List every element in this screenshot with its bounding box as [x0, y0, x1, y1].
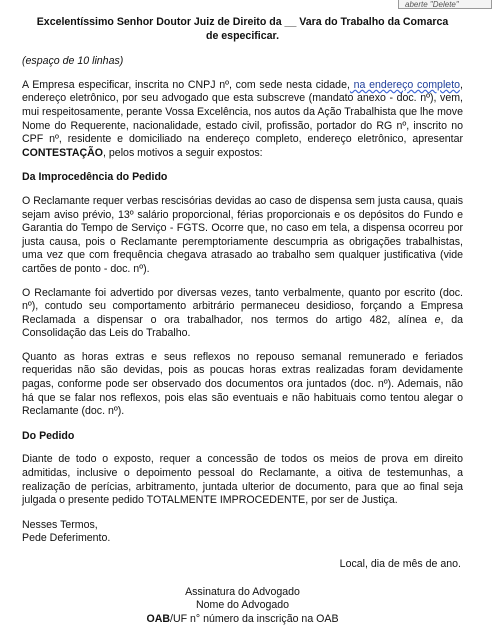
intro-text-1: A Empresa especificar, inscrita no CNPJ nº, com sede nesta cidade, [22, 78, 350, 91]
para2-text-1: O Reclamante foi advertido por diversas vezes, tanto verbalmente, quanto por escrito (doc. nº), contudo seu comportamento arbitrário permaneceu desidioso, forçando a Empresa Reclamada a dispensar o ora trabalhador, nos termos do artigo 482, alínea [22, 286, 463, 326]
signature-line-1: Assinatura do Advogado [185, 585, 300, 598]
section-heading-pedido: Do Pedido [22, 429, 75, 442]
closing-line-1: Nesses Termos, [22, 518, 98, 531]
intro-paragraph [22, 79, 463, 161]
oab-line [22, 613, 463, 626]
section-heading-improcedencia: Da Improcedência do Pedido [22, 171, 168, 184]
para2-text-2: , da Consolidação das Leis do Trabalho. [22, 313, 464, 340]
closing-block [22, 519, 463, 546]
intro-text-3: , pelos motivos a seguir expostos: [103, 146, 263, 159]
document-title [22, 16, 463, 43]
title-line-2: de especificar. [205, 29, 280, 42]
delete-hint-tag [398, 0, 492, 9]
improcedencia-paragraph-2 [22, 287, 463, 341]
signature-line-2: Nome do Advogado [195, 599, 290, 612]
title-line-1: Excelentíssimo Senhor Doutor Juiz de Direito da __ Vara do Trabalho da Comarca [36, 16, 449, 28]
oab-text: /UF n° número da inscrição na OAB [170, 612, 339, 625]
intro-text-2: , endereço eletrônico, por seu advogado que esta subscreve (mandato anexo - doc. nº), vem, mui respeitosamente, perante Vossa Excelência, nos autos da Ação Trabalhista que lhe move Nome do Requerente, nacionalidade, estado civil, profissão, portador do RG nº, inscrito no CPF nº, residente e domiciliado na endereço completo, endereço eletrônico, apresentar [22, 78, 463, 146]
para2-italic: e [434, 313, 441, 326]
improcedencia-paragraph-1: O Reclamante requer verbas rescisórias devidas ao caso de dispensa sem justa causa, quais sejam aviso prévio, 13º salário proporcional, férias proporcionais e os depósitos do Fundo e Garantia do Tempo de Serviço - FGTS. Ocorre que, no caso em tela, a dispensa ocorreu por justa causa, pois o Reclamante peremptoriamente descumpria as obrigações trabalhistas, uma vez que com frequência chegava atrasado ao trabalho sem qualquer justificativa (vide cartões de ponto - doc. nº). [22, 194, 463, 275]
spellcheck-highlight[interactable]: na endereço completo [349, 78, 461, 91]
contestacao-label: CONTESTAÇÃO [22, 146, 104, 159]
delete-hint-text: aberte "Delete" [405, 0, 459, 9]
improcedencia-paragraph-3: Quanto as horas extras e seus reflexos no repouso semanal remunerado e feriados requeridas não são devidas, pois as poucas horas extras realizadas foram devidamente pagas, conforme pode ser observado dos documentos ora juntados (doc. nº). Ademais, não há que se falar nos reflexos, pois elas são eventuais e não habituais como tentou alegar o Reclamante (doc. nº). [22, 350, 463, 418]
signature-block [22, 586, 463, 626]
closing-line-2: Pede Deferimento. [22, 532, 111, 545]
space-note: (espaço de 10 linhas) [22, 55, 124, 68]
document-body [22, 16, 463, 626]
pedido-paragraph: Diante de todo o exposto, requer a concessão de todos os meios de prova em direito admitidas, inclusive o depoimento pessoal do Reclamante, a oitiva de testemunhas, a realização de perícias, arbitramento, juntada ulterior de documento, para que ao final seja julgada o presente pedido TOTALMENTE IMPROCEDENTE, por ser de Justiça. [22, 453, 463, 507]
place-date: Local, dia de mês de ano. [339, 558, 461, 570]
oab-label: OAB [146, 612, 171, 625]
